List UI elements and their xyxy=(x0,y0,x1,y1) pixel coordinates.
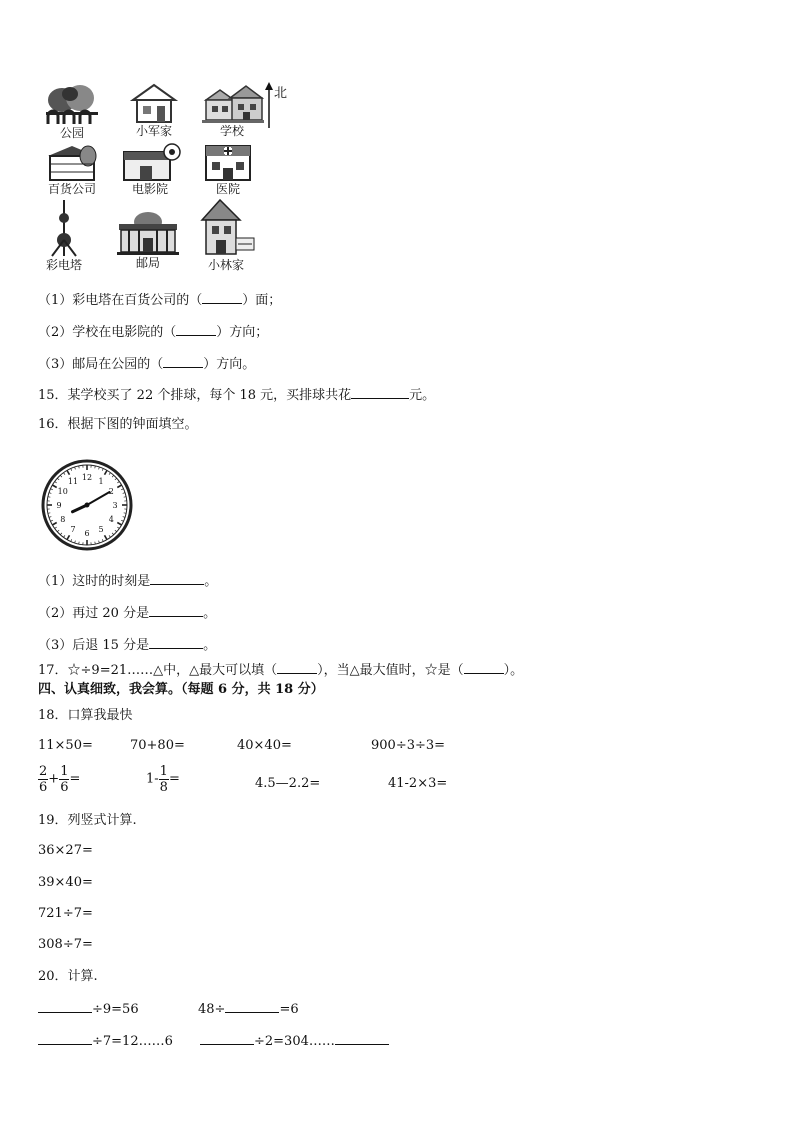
fraction: $\frac{2}{6}$ xyxy=(39,764,48,795)
question-17: 17．☆÷9=21……△中，△最大可以填（ ），当△最大值时，☆是（ ）。 xyxy=(38,663,524,678)
clock-number: 9 xyxy=(56,501,62,510)
q20-item-1: ÷9=56 xyxy=(38,1000,139,1018)
clock-number: 7 xyxy=(70,525,76,535)
map-place-xiaojun-home xyxy=(118,82,190,139)
q18-item-6: 1- $\frac{1}{8}$ = xyxy=(146,764,180,795)
answer-blank[interactable] xyxy=(335,1032,389,1045)
map-place-department-store xyxy=(36,142,108,197)
q14-sub3: （3）邮局在公园的（ ）方向。 xyxy=(38,357,256,372)
answer-blank[interactable] xyxy=(351,386,409,399)
map-label: 公园 xyxy=(59,126,84,140)
clock-number: 10 xyxy=(57,487,68,496)
q16-sub3: （3）后退 15 分是 。 xyxy=(38,638,217,653)
answer-blank[interactable] xyxy=(464,661,504,674)
answer-blank[interactable] xyxy=(150,572,204,585)
house-icon xyxy=(129,82,179,124)
q20-item-3: ÷7=12……6 xyxy=(38,1032,173,1050)
map-label: 医院 xyxy=(215,182,240,196)
answer-blank[interactable] xyxy=(149,604,203,617)
north-arrow xyxy=(264,82,274,132)
q20-item-4: ÷2=304…… xyxy=(200,1032,389,1050)
clock-face xyxy=(40,458,134,552)
map-label: 电影院 xyxy=(131,182,168,196)
q19-item-2: 39×40= xyxy=(38,875,93,890)
post-office-icon xyxy=(115,206,181,256)
q19-item-4: 308÷7= xyxy=(38,937,93,952)
map-place-hospital xyxy=(192,142,264,197)
q19-item-3: 721÷7= xyxy=(38,906,93,921)
map-place-tv-tower xyxy=(28,200,100,273)
park-icon xyxy=(40,82,104,126)
map-place-post-office xyxy=(112,206,184,271)
q18-item-5: $\frac{2}{6}$ + $\frac{1}{6}$ = xyxy=(39,764,81,795)
question-15: 15．某学校买了 22 个排球，每个 18 元，买排球共花 元。 xyxy=(38,388,436,403)
clock-number: 12 xyxy=(81,473,93,482)
q14-sub1: （1）彩电塔在百货公司的（ ）面； xyxy=(38,293,282,308)
answer-blank[interactable] xyxy=(163,355,203,368)
clock-number: 6 xyxy=(84,529,90,538)
map-place-park xyxy=(36,82,108,141)
question-18-title: 18．口算我最快 xyxy=(38,708,133,723)
q18-item-7: 4.5—2.2= xyxy=(255,776,321,791)
q18-item-3: 40×40= xyxy=(237,738,292,753)
answer-blank[interactable] xyxy=(225,1000,279,1013)
question-20-title: 20．计算. xyxy=(38,969,98,984)
house-icon xyxy=(194,196,258,258)
question-19-title: 19．列竖式计算. xyxy=(38,813,137,828)
answer-blank[interactable] xyxy=(200,1032,254,1045)
tv-tower-icon xyxy=(44,200,84,258)
cinema-icon xyxy=(118,142,182,182)
section-4-heading: 四、认真细致，我会算。（每题 6 分，共 18 分） xyxy=(38,682,324,697)
clock-number: 5 xyxy=(98,525,104,535)
north-label: 北 xyxy=(274,86,288,101)
map-label: 百货公司 xyxy=(47,182,96,196)
answer-blank[interactable] xyxy=(38,1032,92,1045)
hospital-icon xyxy=(198,142,258,182)
fraction: $\frac{1}{6}$ xyxy=(60,764,69,795)
q19-item-1: 36×27= xyxy=(38,843,93,858)
question-16-title: 16．根据下图的钟面填空。 xyxy=(38,417,198,432)
q14-sub2: （2）学校在电影院的（ ）方向； xyxy=(38,325,269,340)
q18-item-2: 70+80= xyxy=(130,738,185,753)
clock-number: 3 xyxy=(112,501,118,510)
map-label: 学校 xyxy=(219,124,244,138)
fraction: $\frac{1}{8}$ xyxy=(159,764,168,795)
answer-blank[interactable] xyxy=(277,661,317,674)
map-label: 邮局 xyxy=(135,256,160,270)
map-place-school xyxy=(196,82,268,139)
clock-number: 8 xyxy=(60,515,66,524)
q20-item-2: 48÷ =6 xyxy=(198,1002,299,1017)
department-store-icon xyxy=(42,142,102,182)
q16-sub2: （2）再过 20 分是 。 xyxy=(38,606,217,621)
answer-blank[interactable] xyxy=(149,636,203,649)
q16-sub1: （1）这时的时刻是 。 xyxy=(38,574,218,589)
map-place-cinema xyxy=(114,142,186,197)
answer-blank[interactable] xyxy=(176,323,216,336)
map-label: 彩电塔 xyxy=(45,258,82,272)
school-icon xyxy=(200,82,264,124)
map-place-xiaolin-home xyxy=(190,196,262,273)
clock-number: 4 xyxy=(108,515,114,524)
q18-item-1: 11×50= xyxy=(38,738,93,753)
q18-item-8: 41-2×3= xyxy=(388,776,448,791)
q18-item-4: 900÷3÷3= xyxy=(371,738,446,753)
clock-number: 2 xyxy=(108,487,114,496)
clock-number: 11 xyxy=(67,476,79,486)
answer-blank[interactable] xyxy=(202,291,242,304)
map-label: 小林家 xyxy=(207,258,244,272)
answer-blank[interactable] xyxy=(38,1000,92,1013)
arrow-up-icon xyxy=(264,82,274,128)
clock-number: 1 xyxy=(98,476,104,486)
map-label: 小军家 xyxy=(135,124,172,138)
